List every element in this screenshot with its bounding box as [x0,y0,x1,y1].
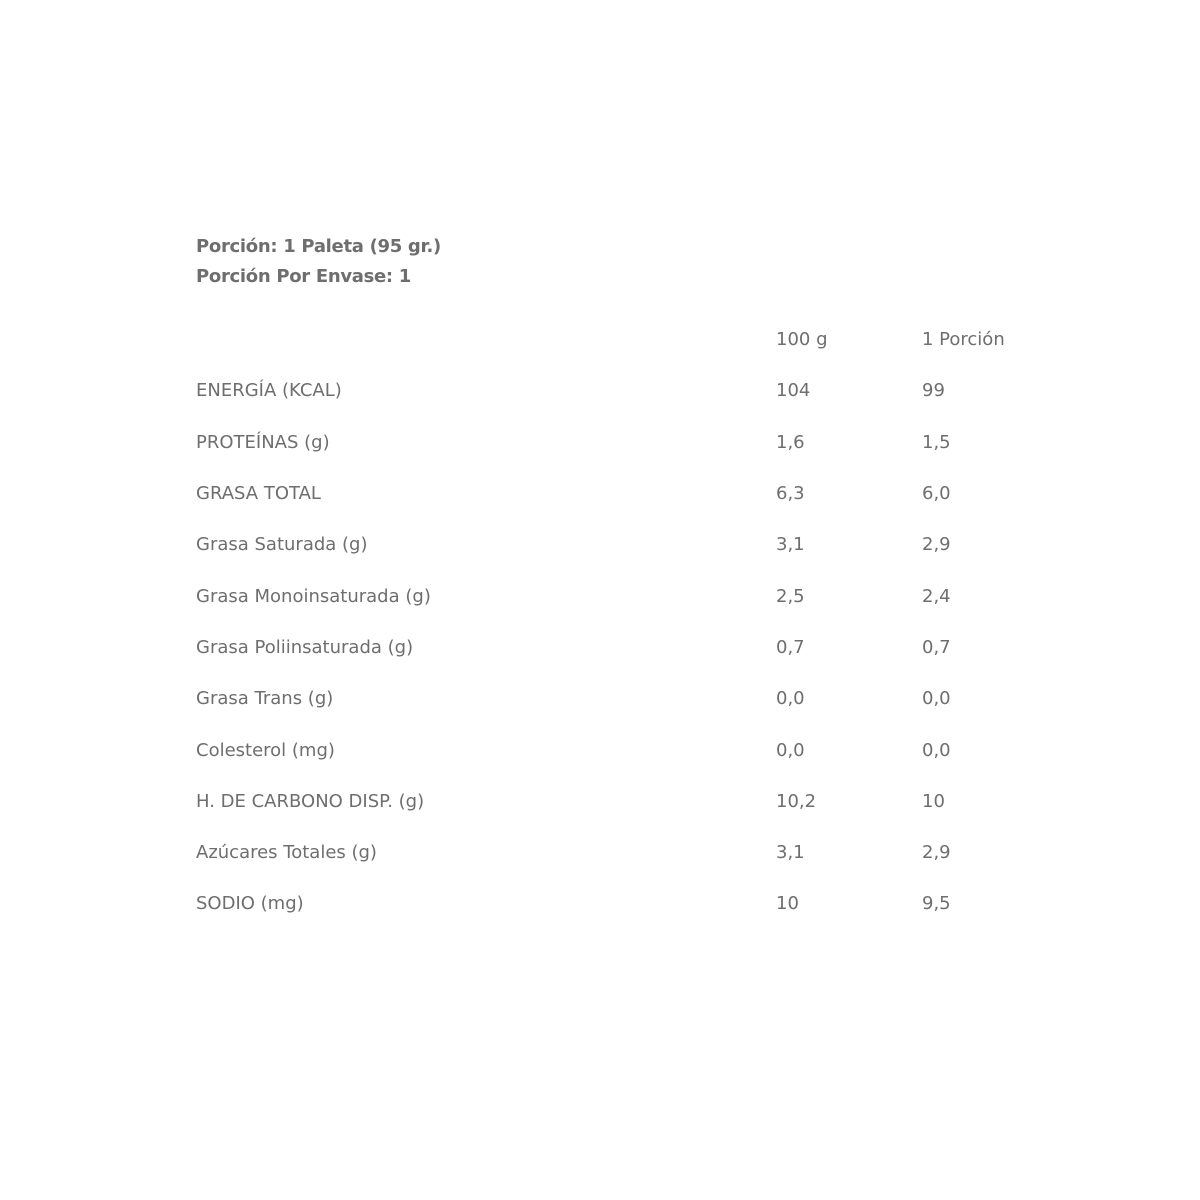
serving-size: Porción: 1 Paleta (95 gr.) [196,236,441,257]
table-row [196,724,1056,775]
table-header-row [196,314,1056,365]
nutrition-facts-panel [196,232,1056,930]
table-row [196,468,1056,519]
nutrient-label: Grasa Poliinsaturada (g) [196,636,414,658]
serving-info [196,232,1056,292]
nutrient-label: SODIO (mg) [196,893,304,915]
nutrient-label: GRASA TOTAL [196,483,321,505]
nutrient-label: Grasa Trans (g) [196,688,334,710]
value-per-portion: 2,9 [922,534,951,556]
value-per-100g: 0,0 [776,688,805,710]
value-per-portion: 0,7 [922,636,951,658]
value-per-100g: 0,7 [776,636,805,658]
value-per-100g: 0,0 [776,739,805,761]
value-per-100g: 6,3 [776,483,805,505]
table-row [196,622,1056,673]
value-per-100g: 10,2 [776,790,817,812]
table-row [196,776,1056,827]
nutrition-table [196,314,1056,930]
nutrient-label: Grasa Saturada (g) [196,534,368,556]
nutrient-label: H. DE CARBONO DISP. (g) [196,790,425,812]
table-row [196,673,1056,724]
table-row [196,570,1056,621]
table-row [196,365,1056,416]
value-per-portion: 10 [922,790,945,812]
value-per-100g: 3,1 [776,534,805,556]
value-per-portion: 1,5 [922,431,951,453]
value-per-100g: 104 [776,380,811,402]
value-per-100g: 1,6 [776,431,805,453]
value-per-portion: 2,9 [922,842,951,864]
table-row [196,519,1056,570]
value-per-portion: 9,5 [922,893,951,915]
table-row [196,827,1056,878]
value-per-100g: 10 [776,893,799,915]
nutrient-label: Colesterol (mg) [196,739,335,761]
nutrient-label: ENERGÍA (KCAL) [196,380,342,402]
value-per-100g: 2,5 [776,585,805,607]
nutrient-label: Azúcares Totales (g) [196,842,377,864]
header-per-100g: 100 g [776,329,828,351]
nutrient-label: PROTEÍNAS (g) [196,431,330,453]
value-per-portion: 0,0 [922,688,951,710]
servings-per-package: Porción Por Envase: 1 [196,266,412,287]
value-per-portion: 0,0 [922,739,951,761]
value-per-portion: 2,4 [922,585,951,607]
value-per-portion: 6,0 [922,483,951,505]
value-per-100g: 3,1 [776,842,805,864]
value-per-portion: 99 [922,380,945,402]
nutrient-label: Grasa Monoinsaturada (g) [196,585,431,607]
table-row [196,878,1056,929]
table-row [196,417,1056,468]
header-per-portion: 1 Porción [922,329,1005,351]
